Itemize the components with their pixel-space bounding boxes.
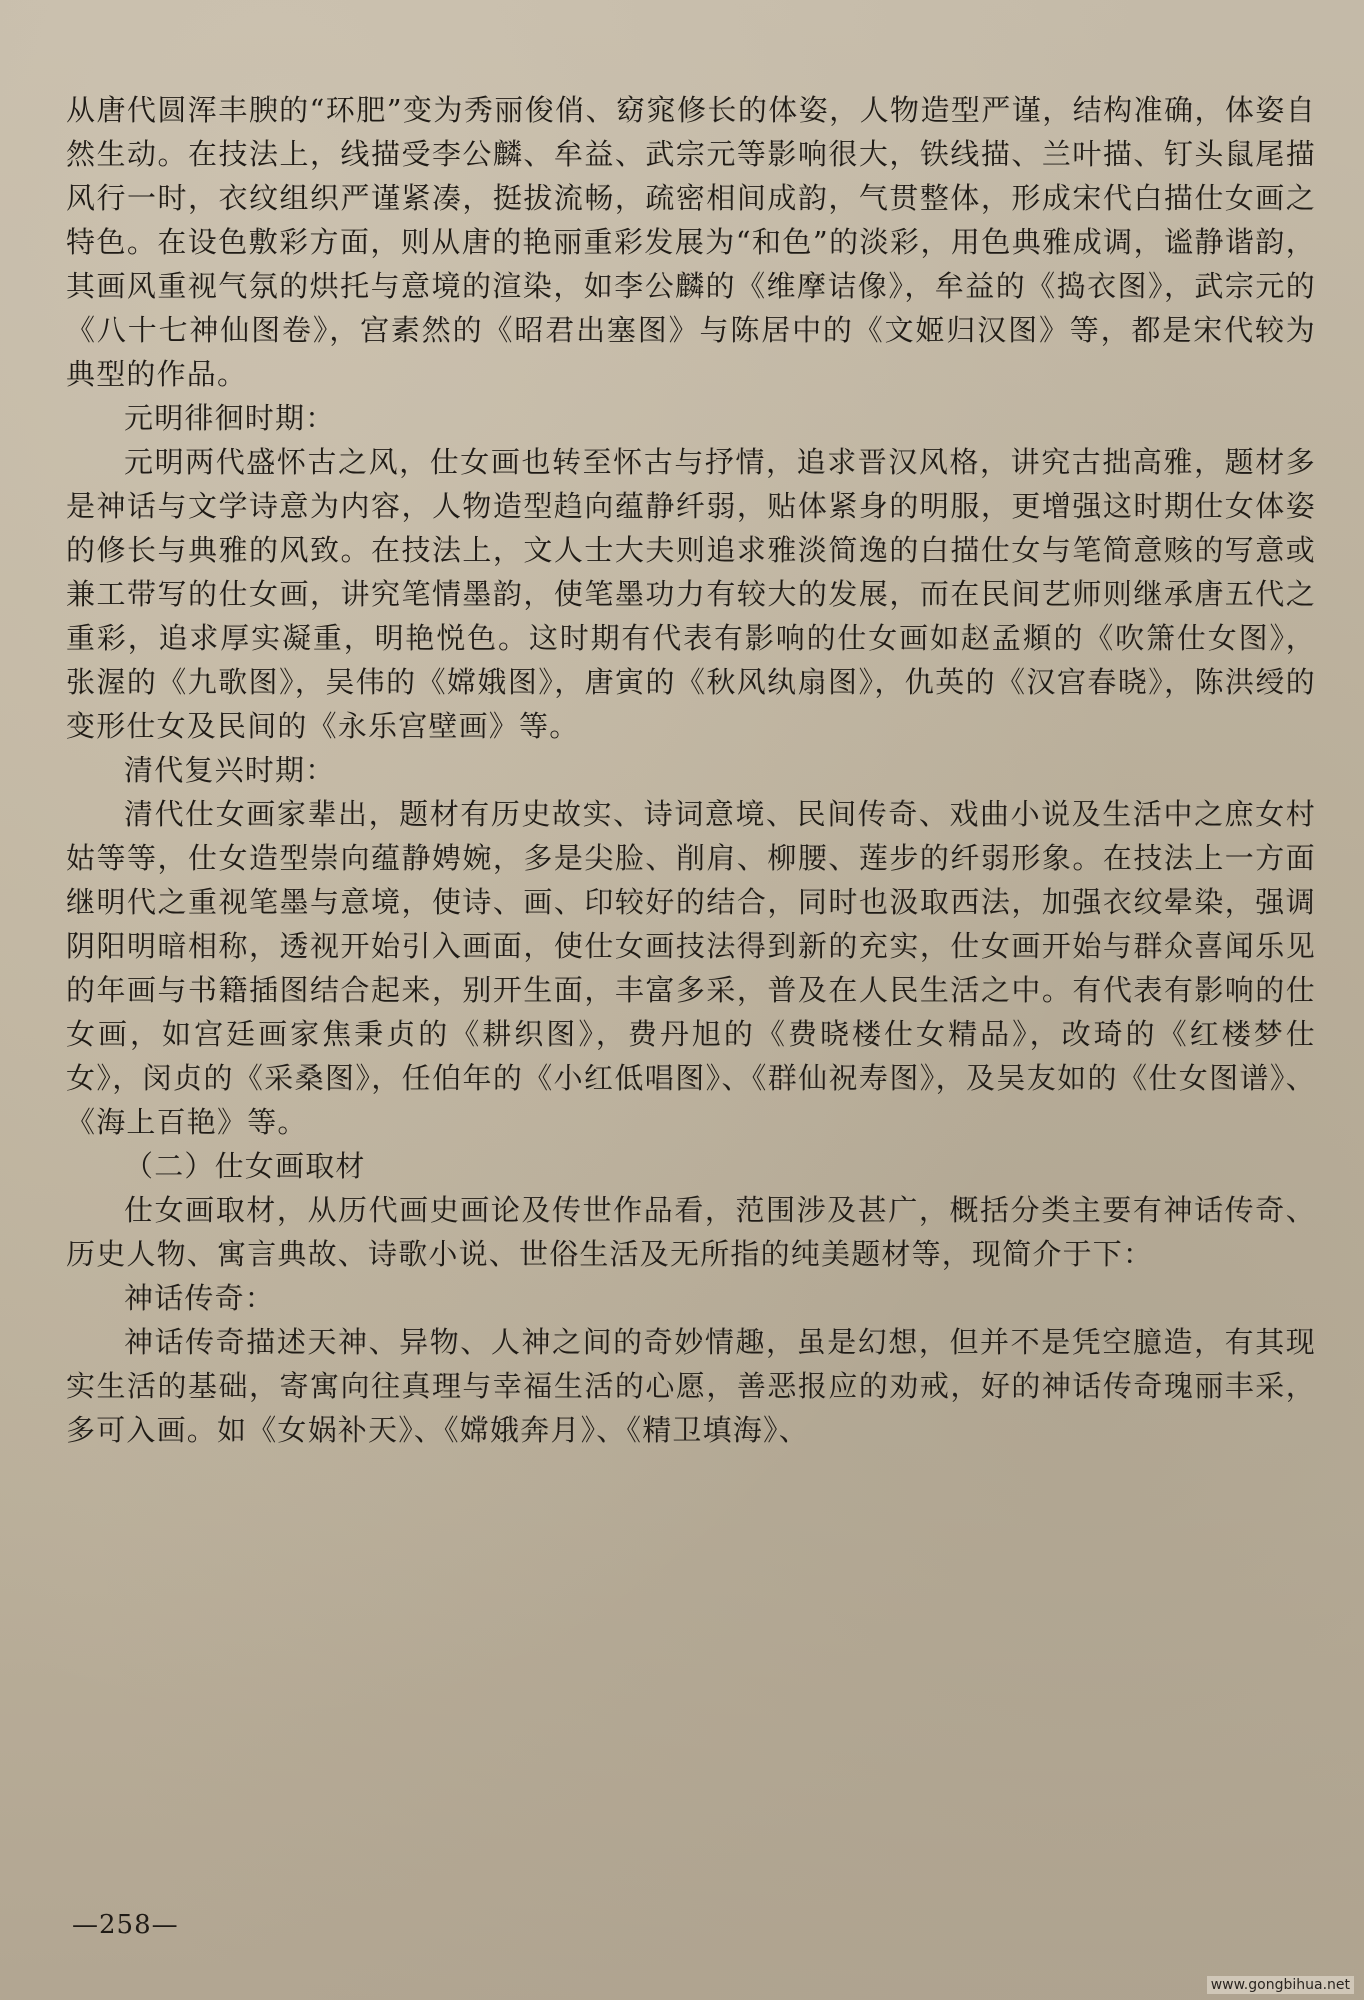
paragraph-subject-matter: 仕女画取材，从历代画史画论及传世作品看，范围涉及甚广，概括分类主要有神话传奇、历史人物、寓言典故、诗歌小说、世俗生活及无所指的纯美题材等，现简介于下： <box>66 1193 1316 1271</box>
page-body <box>66 88 1316 1452</box>
section-heading-yuan-ming: 元明徘徊时期： <box>124 401 336 435</box>
paragraph-mythology: 神话传奇描述天神、异物、人神之间的奇妙情趣，虽是幻想，但并不是凭空臆造，有其现实生活的基础，寄寓向往真理与幸福生活的心愿，善恶报应的劝戒，好的神话传奇瑰丽丰采，多可入画。如《女娲补天》、《嫦娥奔月》、《精卫填海》、 <box>66 1325 1316 1447</box>
section-heading-subject-matter: （二）仕女画取材 <box>124 1149 366 1183</box>
paragraph-yuan-ming: 元明两代盛怀古之风，仕女画也转至怀古与抒情，追求晋汉风格，讲究古拙高雅，题材多是神话与文学诗意为内容，人物造型趋向蕴静纤弱，贴体紧身的明服，更增强这时期仕女体姿的修长与典雅的风致。在技法上，文人士大夫则追求雅淡简逸的白描仕女与笔简意赅的写意或兼工带写的仕女画，讲究笔情墨韵，使笔墨功力有较大的发展，而在民间艺师则继承唐五代之重彩，追求厚实凝重，明艳悦色。这时期有代表有影响的仕女画如赵孟頫的《吹箫仕女图》，张渥的《九歌图》，吴伟的《嫦娥图》，唐寅的《秋风纨扇图》，仇英的《汉宫春晓》，陈洪绶的变形仕女及民间的《永乐宫壁画》等。 <box>66 445 1316 743</box>
paragraph-continuation: 从唐代圆浑丰腴的“环肥”变为秀丽俊俏、窈窕修长的体姿，人物造型严谨，结构准确，体姿自然生动。在技法上，线描受李公麟、牟益、武宗元等影响很大，铁线描、兰叶描、钉头鼠尾描风行一时，衣纹组织严谨紧凑，挺拔流畅，疏密相间成韵，气贯整体，形成宋代白描仕女画之特色。在设色敷彩方面，则从唐的艳丽重彩发展为“和色”的淡彩，用色典雅成调，谧静谐韵，其画风重视气氛的烘托与意境的渲染，如李公麟的《维摩诘像》，牟益的《捣衣图》，武宗元的《八十七神仙图卷》，宫素然的《昭君出塞图》与陈居中的《文姬归汉图》等，都是宋代较为典型的作品。 <box>66 93 1316 391</box>
watermark-url: www.gongbihua.net <box>1207 1976 1354 1994</box>
section-heading-qing: 清代复兴时期： <box>124 753 336 787</box>
section-heading-mythology: 神话传奇： <box>124 1281 276 1315</box>
paragraph-qing: 清代仕女画家辈出，题材有历史故实、诗词意境、民间传奇、戏曲小说及生活中之庶女村姑等等，仕女造型崇向蕴静娉婉，多是尖脸、削肩、柳腰、莲步的纤弱形象。在技法上一方面继明代之重视笔墨与意境，使诗、画、印较好的结合，同时也汲取西法，加强衣纹晕染，强调阴阳明暗相称，透视开始引入画面，使仕女画技法得到新的充实，仕女画开始与群众喜闻乐见的年画与书籍插图结合起来，别开生面，丰富多采，普及在人民生活之中。有代表有影响的仕女画，如宫廷画家焦秉贞的《耕织图》，费丹旭的《费晓楼仕女精品》，改琦的《红楼梦仕女》，闵贞的《采桑图》，任伯年的《小红低唱图》、《群仙祝寿图》，及吴友如的《仕女图谱》、《海上百艳》等。 <box>66 797 1316 1139</box>
page-number: —258— <box>72 1910 179 1940</box>
